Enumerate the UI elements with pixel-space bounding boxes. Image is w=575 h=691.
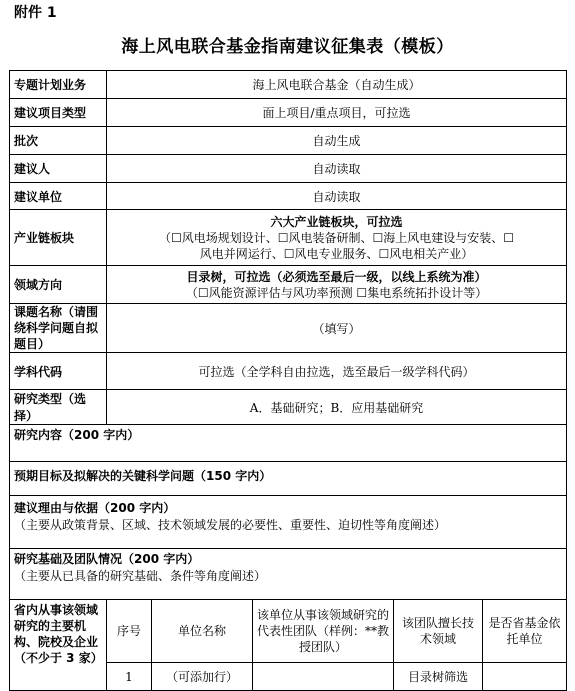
header-serial-no: 序号 — [107, 600, 152, 663]
industry-chain-options-line-2[interactable]: 风电并网运行、☐风电专业服务、☐风电相关产业） — [199, 246, 474, 261]
value-field-direction[interactable] — [107, 266, 567, 304]
label-expected-goals: 预期目标及拟解决的关键科学问题（150 字内） — [14, 469, 272, 483]
label-discipline-code: 学科代码 — [10, 353, 107, 390]
label-project-type: 建议项目类型 — [10, 99, 107, 127]
label-research-type: 研究类型（选择） — [10, 390, 107, 425]
row-research-basis — [10, 549, 567, 600]
cell-research-content[interactable] — [10, 425, 567, 462]
proposal-form-table — [9, 70, 567, 691]
team-unit-name-input[interactable]: （可添加行） — [152, 663, 253, 691]
header-team-expertise: 该团队擅长技术领域 — [394, 600, 483, 663]
row-proposer-unit — [10, 183, 567, 210]
form-title: 海上风电联合基金指南建议征集表（模板） — [121, 37, 454, 57]
cell-expected-goals[interactable] — [10, 462, 567, 496]
label-research-basis: 研究基础及团队情况（200 字内） — [14, 552, 200, 566]
header-representative-team: 该单位从事该领域研究的代表性团队（样例：**教授团队） — [253, 600, 394, 663]
team-expertise-select[interactable]: 目录树筛选 — [394, 663, 483, 691]
row-topic-name — [10, 304, 567, 353]
label-research-content: 研究内容（200 字内） — [14, 428, 140, 442]
row-research-content — [10, 425, 567, 462]
label-rationale: 建议理由与依据（200 字内） — [14, 501, 176, 515]
cell-rationale[interactable] — [10, 496, 567, 549]
value-proposer: 自动读取 — [107, 155, 567, 183]
row-rationale — [10, 496, 567, 549]
label-industry-chain: 产业链板块 — [10, 210, 107, 266]
value-industry-chain[interactable] — [107, 210, 567, 266]
hint-rationale: （主要从政策背景、区域、技术领域发展的必要性、重要性、迫切性等角度阐述） — [14, 518, 447, 532]
label-team-institutions: 省内从事该领域研究的主要机构、院校及企业（不少于 3 家） — [10, 600, 107, 691]
row-expected-goals — [10, 462, 567, 496]
team-fund-host-select[interactable] — [483, 663, 567, 691]
industry-chain-heading: 六大产业链板块，可拉选 — [270, 214, 403, 229]
row-plan-business — [10, 71, 567, 99]
row-industry-chain — [10, 210, 567, 266]
hint-research-basis: （主要从已具备的研究基础、条件等角度阐述） — [14, 569, 267, 583]
attachment-label: 附件 1 — [14, 5, 57, 21]
value-research-type[interactable]: A．基础研究；B．应用基础研究 — [107, 390, 567, 425]
label-proposer-unit: 建议单位 — [10, 183, 107, 210]
label-topic-name: 课题名称（请围绕科学问题自拟题目） — [10, 304, 107, 353]
row-batch — [10, 127, 567, 155]
cell-research-basis[interactable] — [10, 549, 567, 600]
label-batch: 批次 — [10, 127, 107, 155]
label-proposer: 建议人 — [10, 155, 107, 183]
value-project-type[interactable]: 面上项目/重点项目，可拉选 — [107, 99, 567, 127]
row-team-header — [10, 600, 567, 663]
label-plan-business: 专题计划业务 — [10, 71, 107, 99]
value-batch: 自动生成 — [107, 127, 567, 155]
header-provincial-fund-host: 是否省基金依托单位 — [483, 600, 567, 663]
value-topic-name[interactable]: （填写） — [107, 304, 567, 353]
field-direction-options[interactable]: （☐风能资源评估与风功率预测 ☐集电系统拓扑设计等） — [185, 285, 488, 300]
row-project-type — [10, 99, 567, 127]
industry-chain-options-line-1[interactable]: （☐风电场规划设计、☐风电装备研制、☐海上风电建设与安装、☐ — [159, 230, 515, 245]
row-discipline-code — [10, 353, 567, 390]
value-discipline-code[interactable]: 可拉选（全学科自由拉选，选至最后一级学科代码） — [107, 353, 567, 390]
field-direction-heading: 目录树，可拉选（必须选至最后一级，以线上系统为准） — [186, 269, 487, 284]
row-research-type — [10, 390, 567, 425]
row-field-direction — [10, 266, 567, 304]
row-proposer — [10, 155, 567, 183]
header-unit-name: 单位名称 — [152, 600, 253, 663]
team-representative-input[interactable] — [253, 663, 394, 691]
value-plan-business[interactable]: 海上风电联合基金（自动生成） — [107, 71, 567, 99]
label-field-direction: 领域方向 — [10, 266, 107, 304]
value-proposer-unit: 自动读取 — [107, 183, 567, 210]
team-serial-no: 1 — [107, 663, 152, 691]
